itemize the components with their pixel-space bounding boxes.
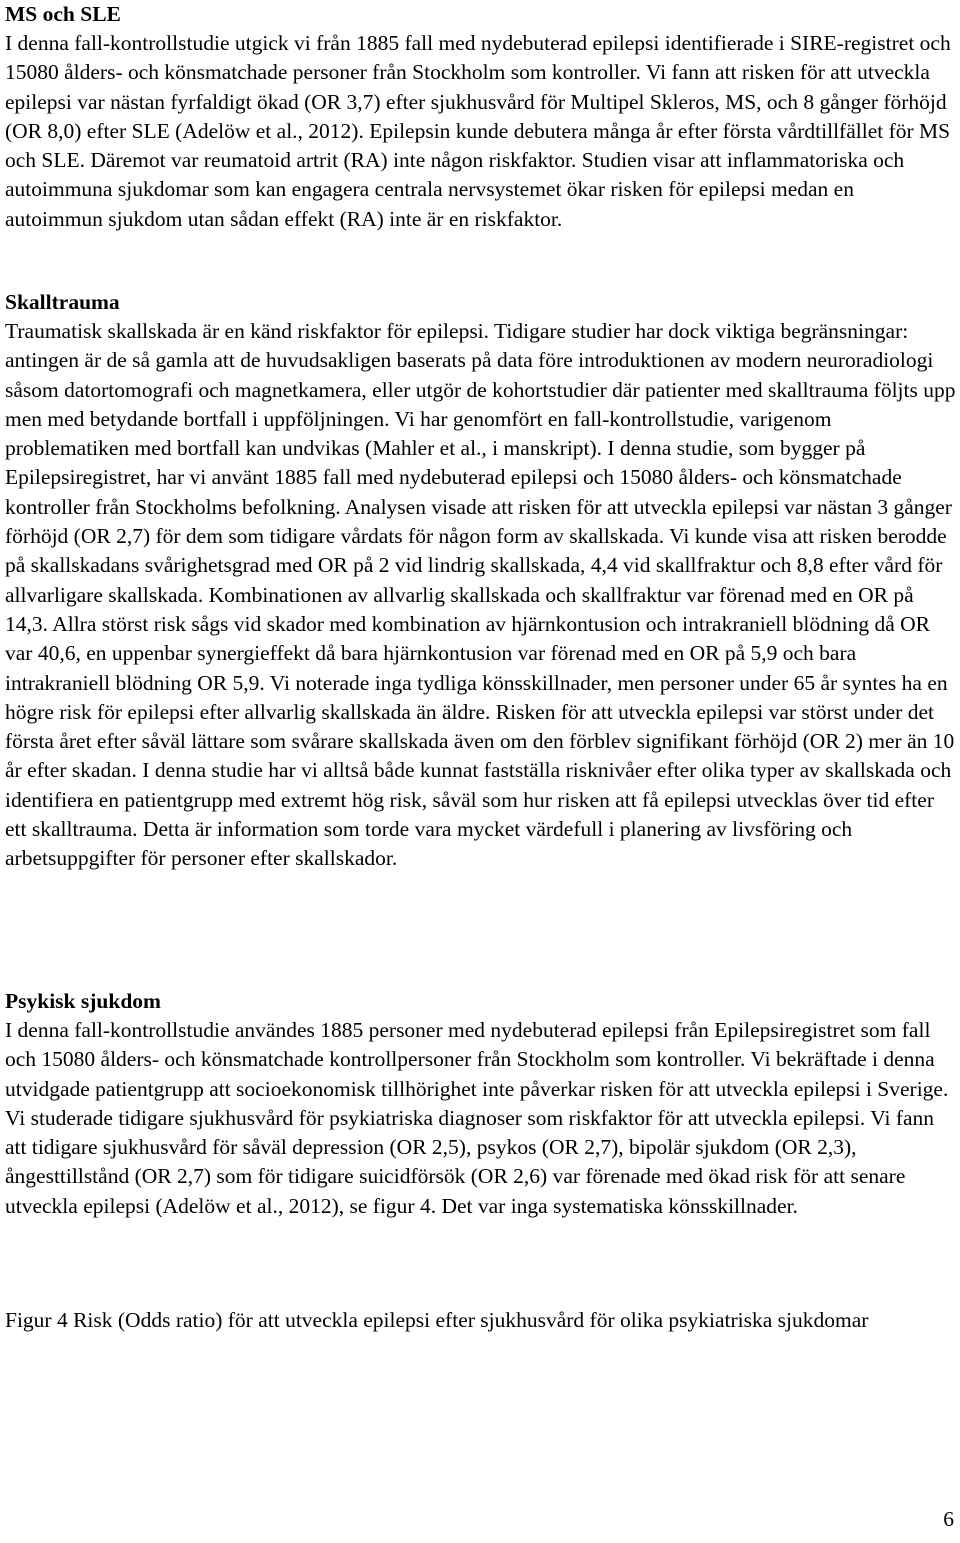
section-ms-sle	[5, 0, 957, 234]
paragraph-psykisk-sjukdom-1: I denna fall-kontrollstudie användes 1885 personer med nydebuterad epilepsi från Epilepsiregistret som fall och 15080 ålders- och könsmatchade kontrollpersoner från Stockholm som kontroller. Vi bekräftade i denna utvidgade patientgrupp att socioekonomisk tillhörighet inte påverkar risken för att utveckla epilepsi i Sverige.	[5, 1018, 949, 1101]
section-skalltrauma	[5, 288, 957, 874]
paragraph-psykisk-sjukdom-2: Vi studerade tidigare sjukhusvård för psykiatriska diagnoser som riskfaktor för att utveckla epilepsi. Vi fann att tidigare sjukhusvård för såväl depression (OR 2,5), psykos (OR 2,7), bipolär sjukdom (OR 2,3), ångesttillstånd (OR 2,7) som för tidigare suicidförsök (OR 2,6) var förenade med ökad risk för att senare utveckla epilepsi (Adelöw et al., 2012), se figur 4. Det var inga systematiska könsskillnader.	[5, 1105, 935, 1218]
section-heading-ms-sle: MS och SLE	[5, 2, 121, 26]
section-heading-psykisk-sjukdom: Psykisk sjukdom	[5, 989, 161, 1013]
figure-caption-block	[5, 1306, 957, 1335]
figure-caption: Figur 4 Risk (Odds ratio) för att utveckla epilepsi efter sjukhusvård för olika psykiatriska sjukdomar	[5, 1308, 869, 1332]
page-number: 6	[943, 1507, 954, 1531]
section-heading-skalltrauma: Skalltrauma	[5, 290, 120, 314]
paragraph-ms-sle: I denna fall-kontrollstudie utgick vi från 1885 fall med nydebuterad epilepsi identifierade i SIRE-registret och 15080 ålders- och könsmatchade personer från Stockholm som kontroller. Vi fann att risken för att utveckla epilepsi var nästan fyrfaldigt ökad (OR 3,7) efter sjukhusvård för Multipel Skleros, MS, och 8 gånger förhöjd (OR 8,0) efter SLE (Adelöw et al., 2012). Epilepsin kunde debutera många år efter första vårdtillfället för MS och SLE. Däremot var reumatoid artrit (RA) inte någon riskfaktor. Studien visar att inflammatoriska och autoimmuna sjukdomar som kan engagera centrala nervsystemet ökar risken för epilepsi medan en autoimmun sjukdom utan sådan effekt (RA) inte är en riskfaktor.	[5, 31, 951, 231]
section-psykisk-sjukdom	[5, 987, 957, 1221]
paragraph-skalltrauma: Traumatisk skallskada är en känd riskfaktor för epilepsi. Tidigare studier har dock viktiga begränsningar: antingen är de så gamla att de huvudsakligen baserats på data före introduktionen av modern neuroradiologi såsom datortomografi och magnetkamera, eller utgör de kohortstudier där patienter med skalltrauma följts upp men med betydande bortfall i uppföljningen. Vi har genomfört en fall-kontrollstudie, varigenom problematiken med bortfall kan undvikas (Mahler et al., i manskript). I denna studie, som bygger på Epilepsiregistret, har vi använt 1885 fall med nydebuterad epilepsi och 15080 ålders- och könsmatchade kontroller från Stockholms befolkning. Analysen visade att risken för att utveckla epilepsi var nästan 3 gånger förhöjd (OR 2,7) för dem som tidigare vårdats för någon form av skallskada. Vi kunde visa att risken berodde på skallskadans svårighetsgrad med OR på 2 vid lindrig skallskada, 4,4 vid skallfraktur och 8,8 efter vård för allvarligare skallskada. Kombinationen av allvarlig skallskada och skallfraktur var förenad med en OR på 14,3. Allra störst risk sågs vid skador med kombination av hjärnkontusion och intrakraniell blödning då OR var 40,6, en uppenbar synergieffekt då bara hjärnkontusion var förenad med en OR på 5,9 och bara intrakraniell blödning OR 5,9. Vi noterade inga tydliga könsskillnader, men personer under 65 år syntes ha en högre risk för epilepsi efter allvarlig skallskada än äldre. Risken för att utveckla epilepsi var störst under det första året efter såväl lättare som svårare skallskada även om den förblev signifikant förhöjd (OR 2) mer än 10 år efter skadan. I denna studie har vi alltså både kunnat fastställa risknivåer efter olika typer av skallskada och identifiera en patientgrupp med extremt hög risk, såväl som hur risken att få epilepsi utvecklas över tid efter ett skalltrauma. Detta är information som torde vara mycket värdefull i planering av livsföring och arbetsuppgifter för personer efter skallskador.	[5, 319, 956, 871]
